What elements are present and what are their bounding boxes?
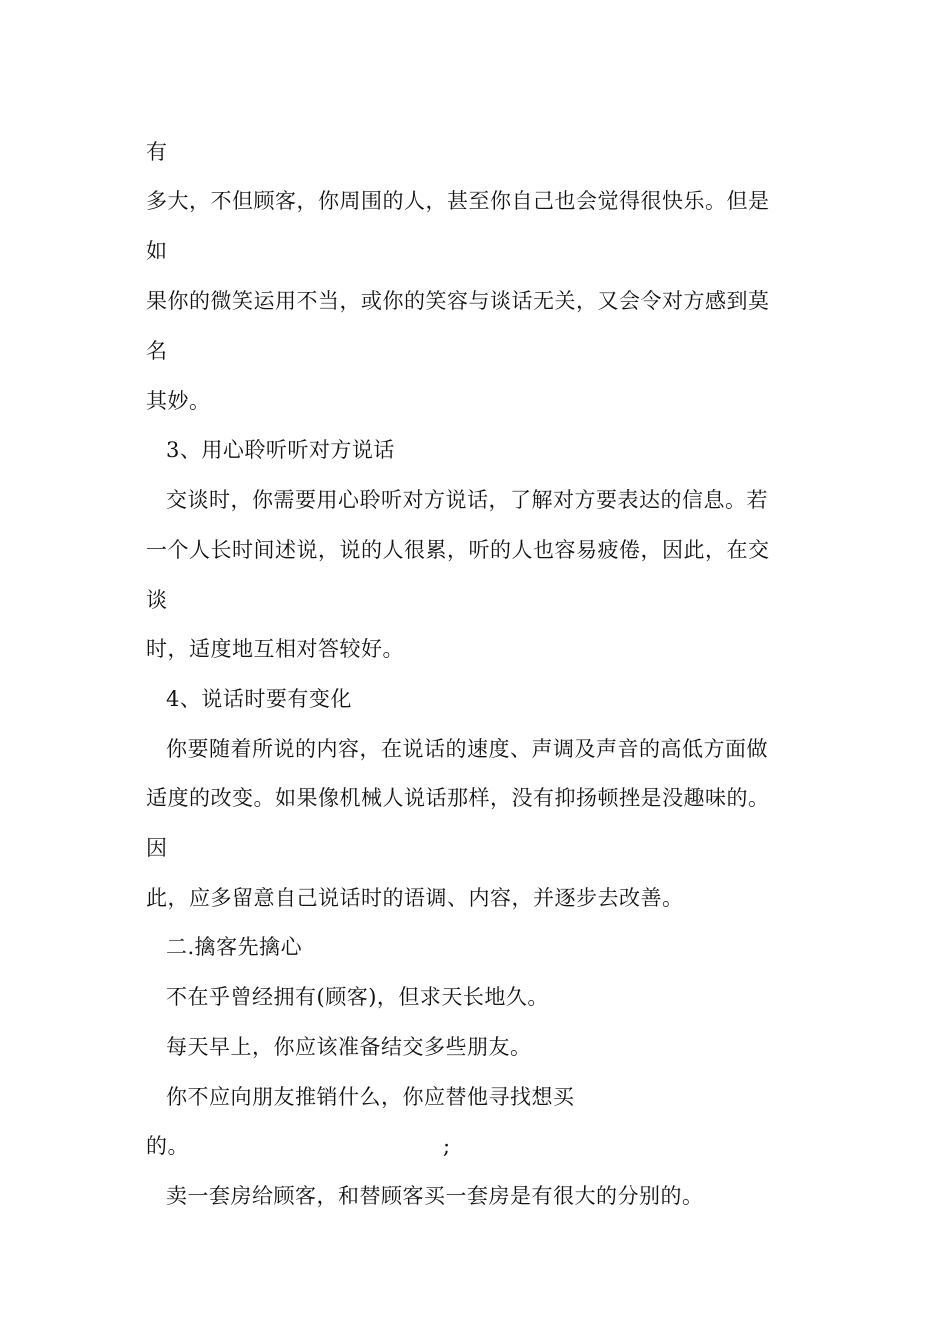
text-line: 交谈时，你需要用心聆听对方说话，了解对方要表达的信息。若 [166, 488, 768, 512]
section-heading: 3、用心聆听听对方说话 [166, 438, 395, 462]
text-line: 多大，不但顾客，你周围的人，甚至你自己也会觉得很快乐。但是 [146, 189, 770, 213]
semicolon-mark: ; [443, 1134, 451, 1158]
text-line: 其妙。 [146, 389, 211, 413]
text-line: 有 [146, 140, 168, 164]
section-heading: 4、说话时要有变化 [166, 687, 352, 711]
text-line: 因 [146, 836, 168, 860]
text-line: 果你的微笑运用不当，或你的笑容与谈话无关，又会令对方感到莫 [146, 289, 770, 313]
text-line: 谈 [146, 588, 168, 612]
text-line: 如 [146, 239, 168, 263]
section-heading: 二.擒客先擒心 [166, 935, 303, 959]
text-line: 你要随着所说的内容，在说话的速度、声调及声音的高低方面做 [166, 737, 768, 761]
text-line: 此，应多留意自己说话时的语调、内容，并逐步去改善。 [146, 886, 684, 910]
text-line: 每天早上，你应该准备结交多些朋友。 [166, 1035, 532, 1059]
text-line: 一个人长时间述说，说的人很累，听的人也容易疲倦，因此，在交 [146, 538, 770, 562]
text-line: 时，适度地互相对答较好。 [146, 637, 404, 661]
text-line: 的。 [146, 1134, 189, 1158]
text-line: 名 [146, 339, 168, 363]
text-line: 你不应向朋友推销什么，你应替他寻找想买 [166, 1085, 575, 1109]
text-line: 适度的改变。如果像机械人说话那样，没有抑扬顿挫是没趣味的。 [146, 786, 770, 810]
text-line: 不在乎曾经拥有(顾客)，但求天长地久。 [166, 985, 549, 1009]
text-line: 卖一套房给顾客，和替顾客买一套房是有很大的分别的。 [166, 1184, 704, 1208]
